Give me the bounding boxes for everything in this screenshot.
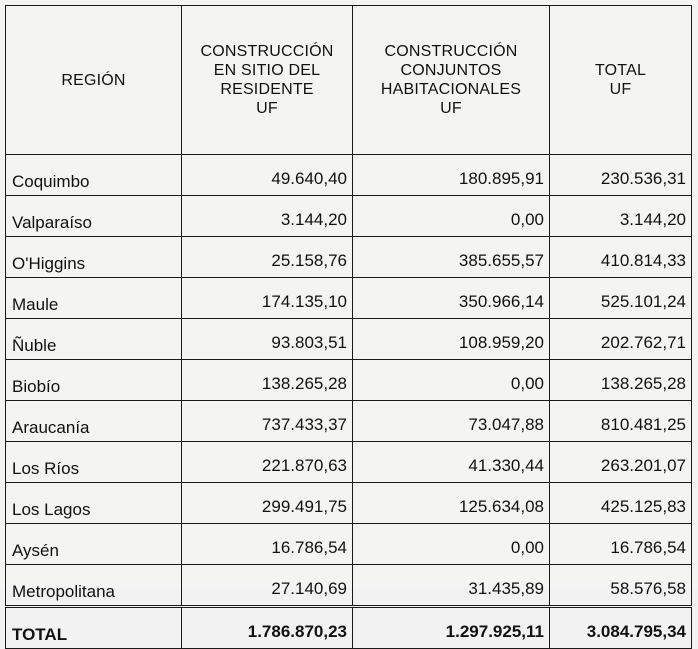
total-value-cell: 230.536,31: [550, 155, 692, 196]
table-row: [6, 360, 692, 401]
table-row: [6, 524, 692, 565]
total-sitio-cell: 1.786.870,23: [182, 607, 353, 649]
header-line: UF: [609, 81, 632, 98]
grand-total-cell: 3.084.795,34: [550, 607, 692, 649]
total-value-cell: 16.786,54: [550, 524, 692, 565]
header-line: HABITACIONALES: [380, 81, 522, 98]
sitio-value-cell: 737.433,37: [182, 401, 353, 442]
sitio-value-cell: 3.144,20: [182, 196, 353, 237]
sitio-value-cell: 299.491,75: [182, 483, 353, 524]
header-construccion-sitio: [182, 6, 353, 155]
header-line: RESIDENTE: [220, 81, 314, 98]
sitio-value-cell: 93.803,51: [182, 319, 353, 360]
sitio-value-cell: 16.786,54: [182, 524, 353, 565]
region-cell: Araucanía: [6, 401, 182, 442]
header-line: CONSTRUCCIÓN: [384, 43, 518, 60]
header-line: CONJUNTOS: [400, 62, 502, 79]
conjuntos-value-cell: 180.895,91: [353, 155, 550, 196]
table-row: [6, 319, 692, 360]
table-row: [6, 401, 692, 442]
total-value-cell: 410.814,33: [550, 237, 692, 278]
header-region: [6, 6, 182, 155]
region-cell: Aysén: [6, 524, 182, 565]
header-row: [6, 6, 692, 155]
sitio-value-cell: 174.135,10: [182, 278, 353, 319]
region-cell: Los Ríos: [6, 442, 182, 483]
sitio-value-cell: 49.640,40: [182, 155, 353, 196]
table-row: [6, 565, 692, 607]
uf-by-region-table: [5, 5, 692, 649]
header-line: TOTAL: [594, 62, 647, 79]
sitio-value-cell: 221.870,63: [182, 442, 353, 483]
conjuntos-value-cell: 125.634,08: [353, 483, 550, 524]
conjuntos-value-cell: 385.655,57: [353, 237, 550, 278]
conjuntos-value-cell: 31.435,89: [353, 565, 550, 607]
sitio-value-cell: 138.265,28: [182, 360, 353, 401]
total-value-cell: 3.144,20: [550, 196, 692, 237]
header-line: REGIÓN: [61, 71, 126, 89]
header-total: [550, 6, 692, 155]
total-value-cell: 263.201,07: [550, 442, 692, 483]
total-value-cell: 138.265,28: [550, 360, 692, 401]
region-cell: Coquimbo: [6, 155, 182, 196]
header-line: EN SITIO DEL: [213, 62, 321, 79]
total-value-cell: 58.576,58: [550, 565, 692, 607]
region-cell: Los Lagos: [6, 483, 182, 524]
header-line: UF: [440, 100, 462, 117]
region-cell: O'Higgins: [6, 237, 182, 278]
region-cell: Ñuble: [6, 319, 182, 360]
table-row: [6, 155, 692, 196]
header-line: UF: [256, 100, 278, 117]
total-row: [6, 607, 692, 649]
table-row: [6, 278, 692, 319]
conjuntos-value-cell: 350.966,14: [353, 278, 550, 319]
region-cell: Biobío: [6, 360, 182, 401]
conjuntos-value-cell: 41.330,44: [353, 442, 550, 483]
region-cell: Maule: [6, 278, 182, 319]
conjuntos-value-cell: 0,00: [353, 196, 550, 237]
total-value-cell: 202.762,71: [550, 319, 692, 360]
conjuntos-value-cell: 0,00: [353, 524, 550, 565]
conjuntos-value-cell: 73.047,88: [353, 401, 550, 442]
total-value-cell: 525.101,24: [550, 278, 692, 319]
conjuntos-value-cell: 108.959,20: [353, 319, 550, 360]
conjuntos-value-cell: 0,00: [353, 360, 550, 401]
table-row: [6, 483, 692, 524]
total-conjuntos-cell: 1.297.925,11: [353, 607, 550, 649]
total-value-cell: 810.481,25: [550, 401, 692, 442]
table-row: [6, 196, 692, 237]
total-label-cell: TOTAL: [6, 607, 182, 649]
region-cell: Valparaíso: [6, 196, 182, 237]
sitio-value-cell: 25.158,76: [182, 237, 353, 278]
total-value-cell: 425.125,83: [550, 483, 692, 524]
sitio-value-cell: 27.140,69: [182, 565, 353, 607]
table-row: [6, 442, 692, 483]
header-construccion-conjuntos: [353, 6, 550, 155]
region-cell: Metropolitana: [6, 565, 182, 607]
header-line: CONSTRUCCIÓN: [200, 43, 334, 60]
table-row: [6, 237, 692, 278]
